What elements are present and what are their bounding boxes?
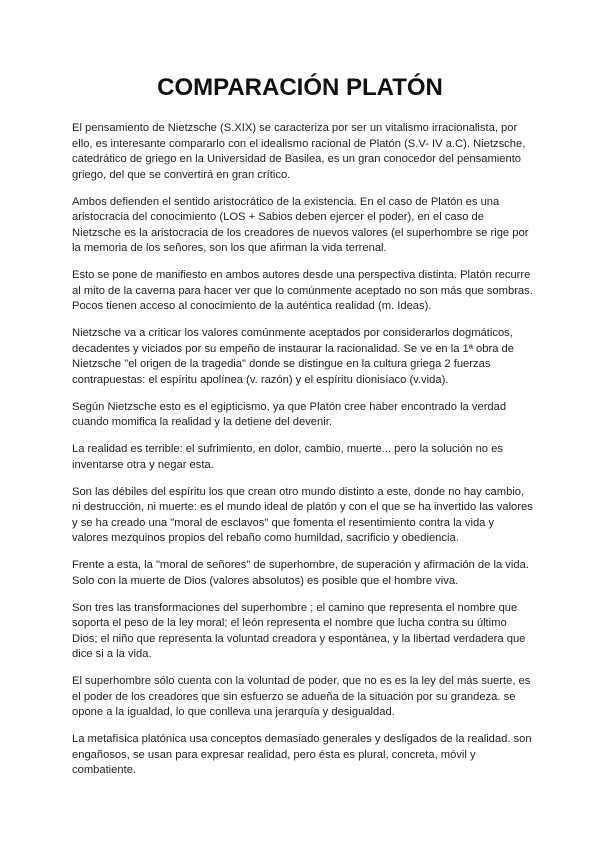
paragraph: La metafísica platónica usa conceptos demasiado generales y desligados de la realidad. son engañosos, se usan para expresar realidad, pero ésta es plural, concreta, móvil y combatiente. [72,733,532,776]
paragraph: El superhombre sólo cuenta con la voluntad de poder, que no es es la ley del más suerte, es el poder de los creadores que sin esfuerzo se adueña de la situación por su grandeza. se opone a la igualdad, lo que conlleva una jerarquía y desigualdad. [72,675,531,718]
paragraph: Ambos defienden el sentido aristocrático de la existencia. En el caso de Platón es una aristocracia del conocimiento (LOS + Sabios deben ejercer el poder), en el caso de Nietzsche es la aristocracia de los creadores de nuevos valores (el superhombre se rige por la memoria de los señores, son los que afirman la vida terrenal. [72,195,529,254]
paragraph: Nietzsche va a criticar los valores comúnmente aceptados por considerarlos dogmáticos, decadentes y viciados por su empeño de instaurar la racionalidad. Se ve en la 1ª obra de Nietzsche "el origen de la tragedia" donde se distingue en la cultura griega 2 fuerzas contrapuestas: el espíritu apolínea (v. razón) y el espíritu dionisíaco (v.vida). [72,327,514,386]
paragraph: Son tres las transformaciones del superhombre ; el camino que representa el nombre que soporta el peso de la ley moral; el león representa el nombre que lucha contra su último Dios; el niño que representa la voluntad creadora y espontánea, y la libertad verdadera que dice si a la vida. [72,601,526,660]
paragraph: Según Nietzsche esto es el egipticismo, ya que Platón cree haber encontrado la verdad cuando momifica la realidad y la detiene del devenir. [72,400,507,428]
paragraph: Son las débiles del espíritu los que crean otro mundo distinto a este, donde no hay cambio, ni destrucción, ni muerte: es el mundo ideal de platón y con el que se ha invertido las valores y se ha creado una "moral de esclavos" que fomenta el resentimiento contra la vida y valores mezquinos propios del rebaño como humildad, sacrificio y obediencia. [72,485,533,544]
paragraph: La realidad es terrible: el sufrimiento, en dolor, cambio, muerte... pero la solución no es inventarse otra y negar esta. [72,443,503,471]
paragraph: Frente a esta, la "moral de señores" de superhombre, de superación y afirmación de la vida. Solo con la muerte de Dios (valores absolutos) es posible que el hombre viva. [72,559,529,587]
document-title: COMPARACIÓN PLATÓN [157,74,443,101]
paragraph: El pensamiento de Nietzsche (S.XIX) se caracteriza por ser un vitalismo irracionalista, por ello, es interesante compararlo con el idealismo racional de Platón (S.V- IV a.C). Nietzsche, catedrático de griego en la Universidad de Basilea, es un gran conocedor del pensamiento griego, del que se convertirá en gran crítico. [72,122,526,181]
paragraph: Esto se pone de manifiesto en ambos autores desde una perspectiva distinta. Platón recurre al mito de la caverna para hacer ver que lo comúnmente aceptado no son más que sombras. Pocos tienen acceso al conocimiento de la auténtica realidad (m. Ideas). [72,269,533,312]
document-body [72,121,533,790]
